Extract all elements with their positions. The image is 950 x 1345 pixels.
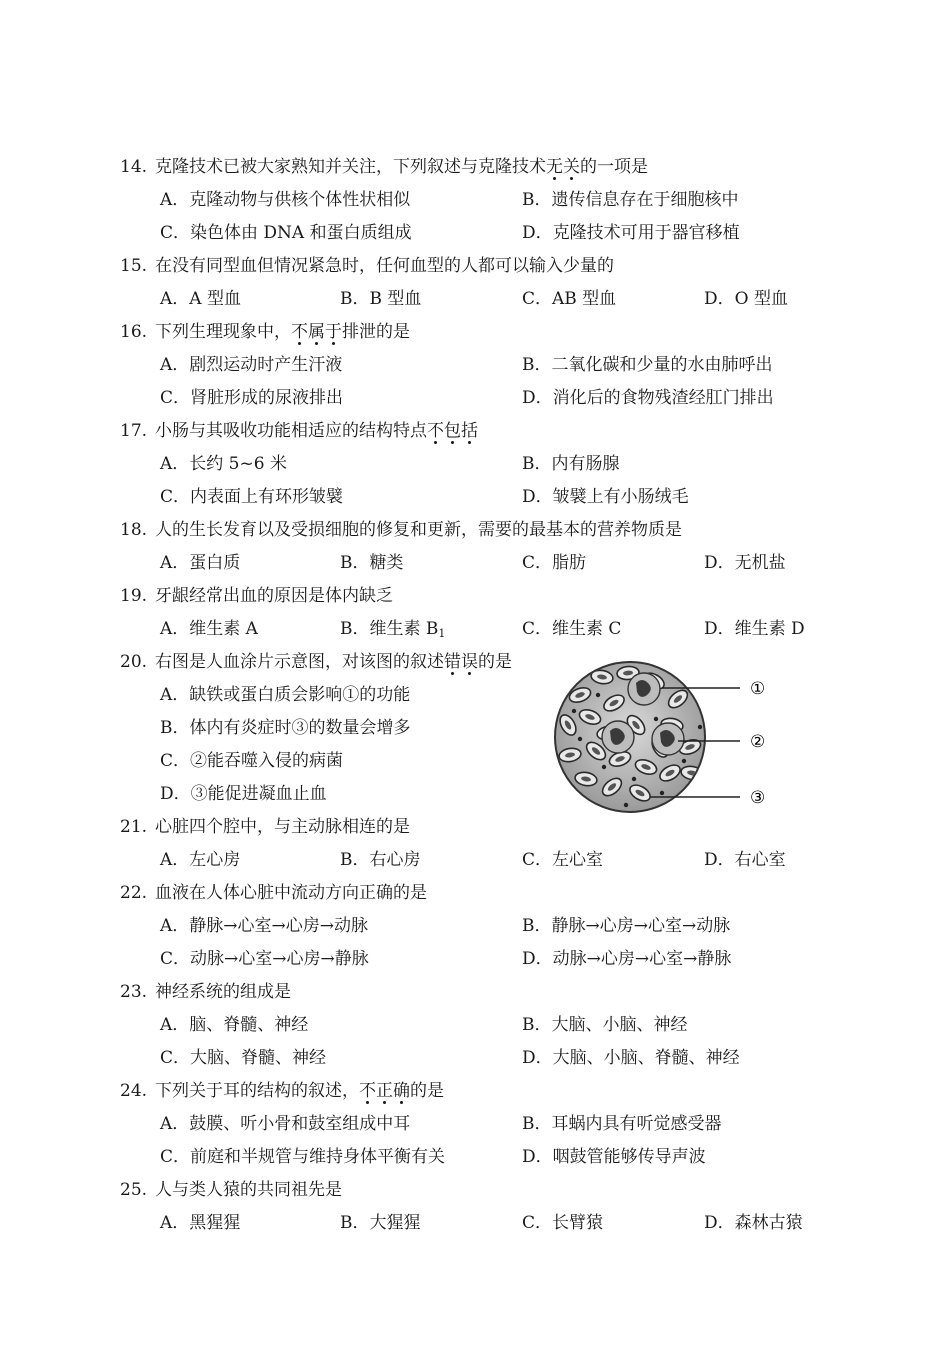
option-text: C．维生素 C — [522, 619, 622, 639]
option-b — [340, 284, 421, 314]
question-21 — [120, 812, 410, 842]
option-c — [522, 845, 603, 875]
option-a — [160, 1208, 240, 1238]
white-blood-cell — [628, 673, 660, 705]
option-c: C．大脑、脊髓、神经 — [160, 1048, 327, 1068]
question-22 — [120, 878, 427, 908]
option-b: B．二氧化碳和少量的水由肺呼出 — [522, 355, 773, 375]
question-stem: 牙龈经常出血的原因是体内缺乏 — [155, 586, 394, 606]
option-d — [704, 845, 786, 875]
option-text: B．右心房 — [340, 850, 421, 870]
emphasis-text: 无关 — [546, 157, 581, 177]
question-16 — [120, 317, 410, 347]
question-number: 22. — [120, 883, 148, 903]
emphasis-text: 不正确 — [359, 1081, 411, 1101]
question-number: 24. — [120, 1081, 148, 1101]
option-a: A．鼓膜、听小骨和鼓室组成中耳 — [160, 1114, 411, 1134]
option-d — [704, 548, 786, 578]
white-blood-cell — [602, 721, 634, 753]
option-c: C．②能吞噬入侵的病菌 — [160, 751, 344, 771]
option-a: A．长约 5~6 米 — [160, 454, 287, 474]
option-d: D．大脑、小脑、脊髓、神经 — [522, 1048, 740, 1068]
question-23 — [120, 977, 291, 1007]
option-text: D．无机盐 — [704, 553, 786, 573]
option-b: B．耳蜗内具有听觉感受器 — [522, 1114, 722, 1134]
platelet — [698, 725, 702, 729]
option-text: A．黑猩猩 — [160, 1213, 241, 1233]
option-c: C．动脉→心室→心房→静脉 — [160, 949, 369, 969]
question-15 — [120, 251, 614, 281]
question-25 — [120, 1175, 342, 1205]
question-stem: 右图是人血涂片示意图，对该图的叙述 — [155, 652, 445, 672]
question-number: 19. — [120, 586, 148, 606]
option-text: B．大猩猩 — [340, 1213, 421, 1233]
option-text: C．脂肪 — [522, 553, 587, 573]
question-stem: 血液在人体心脏中流动方向正确的是 — [155, 883, 428, 903]
platelet — [602, 765, 606, 769]
blood-smear-figure — [550, 655, 780, 815]
platelet — [596, 693, 600, 697]
question-14 — [120, 152, 648, 182]
option-b: B．静脉→心房→心室→动脉 — [522, 916, 731, 936]
option-a — [160, 614, 258, 644]
question-number: 14. — [120, 157, 148, 177]
emphasis-text: 错误 — [444, 652, 479, 672]
option-d: D．③能促进凝血止血 — [160, 784, 327, 804]
question-number: 25. — [120, 1180, 148, 1200]
option-b — [340, 1208, 421, 1238]
option-d: D．克隆技术可用于器官移植 — [522, 223, 740, 243]
option-c — [522, 284, 616, 314]
option-text: B．B 型血 — [340, 289, 422, 309]
figure-label-3: ③ — [750, 788, 766, 808]
option-b — [340, 845, 421, 875]
option-text: B．维生素 B — [340, 619, 439, 639]
option-d — [704, 614, 805, 644]
platelet — [624, 803, 628, 807]
question-stem: 人的生长发育以及受损细胞的修复和更新，需要的最基本的营养物质是 — [155, 520, 683, 540]
figure-label-2: ② — [750, 732, 766, 752]
option-text: C．左心室 — [522, 850, 604, 870]
platelet — [654, 717, 658, 721]
question-24 — [120, 1076, 444, 1106]
option-text: C．AB 型血 — [522, 289, 617, 309]
question-stem: 克隆技术已被大家熟知并关注，下列叙述与克隆技术 — [155, 157, 547, 177]
option-text: A．A 型血 — [160, 289, 241, 309]
question-number: 23. — [120, 982, 148, 1002]
option-text: B．糖类 — [340, 553, 404, 573]
option-c: C．内表面上有环形皱襞 — [160, 487, 344, 507]
question-number: 16. — [120, 322, 148, 342]
option-text: A．蛋白质 — [160, 553, 241, 573]
question-20 — [120, 647, 512, 677]
option-d — [704, 284, 788, 314]
option-b: B．大脑、小脑、神经 — [522, 1015, 688, 1035]
question-19 — [120, 581, 393, 611]
question-number: 15. — [120, 256, 148, 276]
question-stem: 小肠与其吸收功能相适应的结构特点 — [155, 421, 428, 441]
option-b: B．体内有炎症时③的数量会增多 — [160, 718, 411, 738]
option-b — [340, 548, 404, 578]
option-a — [160, 845, 240, 875]
option-text: D．O 型血 — [704, 289, 788, 309]
option-c — [522, 1208, 603, 1238]
option-c: C．染色体由 DNA 和蛋白质组成 — [160, 223, 412, 243]
question-stem-end: 的是 — [410, 1081, 445, 1101]
platelet — [682, 759, 686, 763]
option-a — [160, 548, 240, 578]
option-text: D．维生素 D — [704, 619, 805, 639]
option-a: A．脑、脊髓、神经 — [160, 1015, 309, 1035]
white-blood-cell — [652, 723, 684, 755]
emphasis-text: 不属于 — [291, 322, 343, 342]
option-text: C．长臂猿 — [522, 1213, 604, 1233]
option-d: D．动脉→心房→心室→静脉 — [522, 949, 732, 969]
option-a: A．克隆动物与供核个体性状相似 — [160, 190, 411, 210]
emphasis-text: 不包括 — [427, 421, 479, 441]
subscript: 1 — [438, 627, 446, 640]
question-18 — [120, 515, 682, 545]
option-d — [704, 1208, 803, 1238]
question-stem: 在没有同型血但情况紧急时，任何血型的人都可以输入少量的 — [155, 256, 615, 276]
platelet — [572, 709, 576, 713]
option-text: D．右心室 — [704, 850, 786, 870]
option-a: A．静脉→心室→心房→动脉 — [160, 916, 369, 936]
platelet — [578, 737, 582, 741]
question-number: 17. — [120, 421, 148, 441]
option-d: D．消化后的食物残渣经肛门排出 — [522, 388, 774, 408]
question-stem: 神经系统的组成是 — [155, 982, 292, 1002]
platelet — [632, 777, 636, 781]
option-a: A．剧烈运动时产生汗液 — [160, 355, 343, 375]
option-a: A．缺铁或蛋白质会影响①的功能 — [160, 685, 411, 705]
option-c: C．前庭和半规管与维持身体平衡有关 — [160, 1147, 446, 1167]
option-text: D．森林古猿 — [704, 1213, 803, 1233]
figure-label-1: ① — [750, 679, 766, 699]
question-number: 21. — [120, 817, 148, 837]
option-b: B．遗传信息存在于细胞核中 — [522, 190, 739, 210]
option-b — [340, 614, 445, 644]
platelet — [660, 791, 664, 795]
question-stem: 人与类人猿的共同祖先是 — [155, 1180, 343, 1200]
question-stem: 心脏四个腔中，与主动脉相连的是 — [155, 817, 411, 837]
option-c — [522, 614, 621, 644]
option-d: D．咽鼓管能够传导声波 — [522, 1147, 706, 1167]
option-d: D．皱襞上有小肠绒毛 — [522, 487, 689, 507]
option-text: A．维生素 A — [160, 619, 258, 639]
question-stem-end: 的一项是 — [580, 157, 649, 177]
question-stem-end: 排泄的是 — [342, 322, 411, 342]
option-b: B．内有肠腺 — [522, 454, 620, 474]
question-stem: 下列关于耳的结构的叙述， — [155, 1081, 360, 1101]
option-text: A．左心房 — [160, 850, 241, 870]
option-c: C．肾脏形成的尿液排出 — [160, 388, 344, 408]
option-c — [522, 548, 586, 578]
question-stem-end: 的是 — [478, 652, 513, 672]
question-number: 20. — [120, 652, 148, 672]
question-stem: 下列生理现象中， — [155, 322, 292, 342]
question-number: 18. — [120, 520, 148, 540]
option-a — [160, 284, 241, 314]
question-17 — [120, 416, 478, 446]
